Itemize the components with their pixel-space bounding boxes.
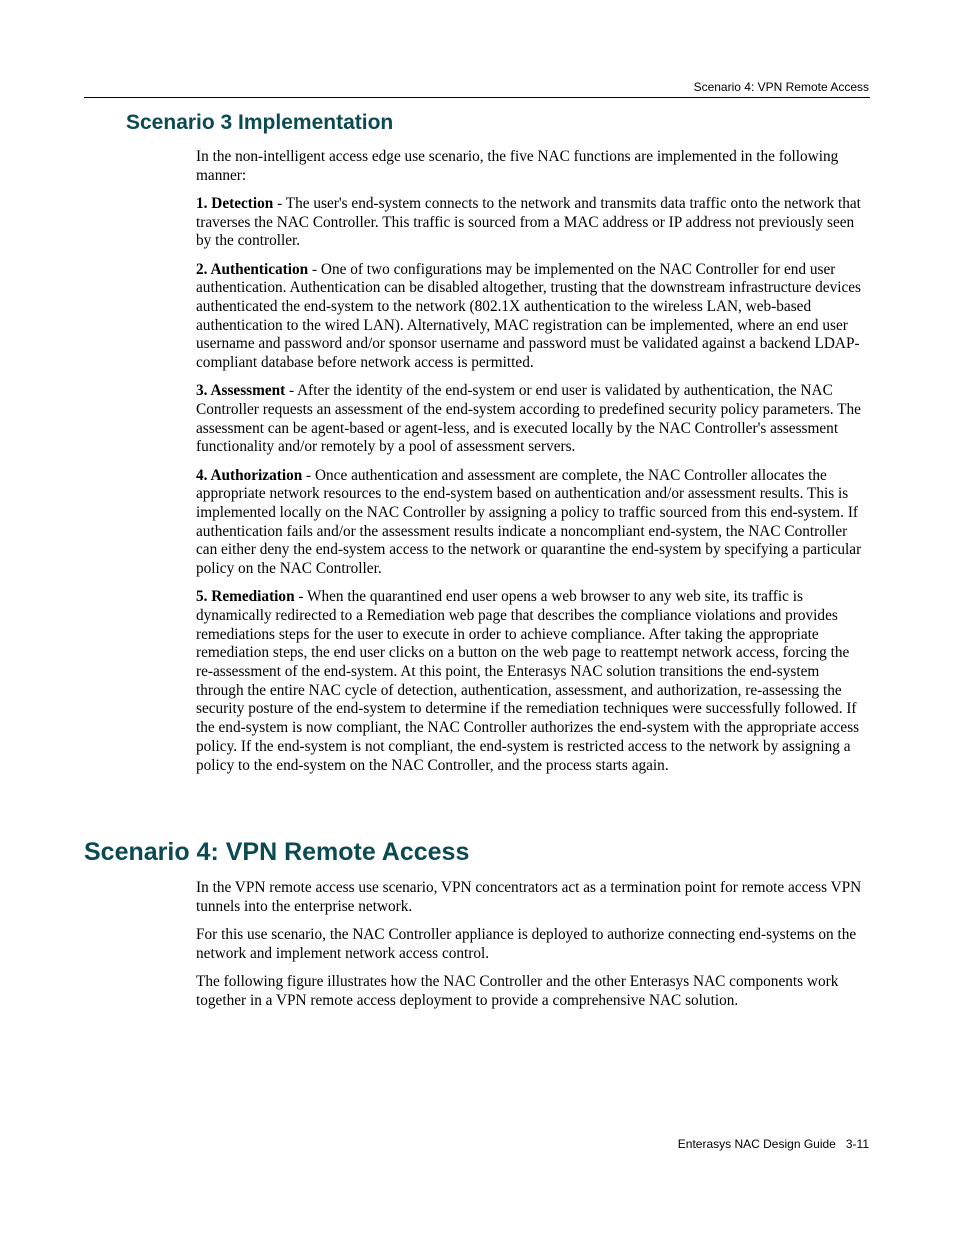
function-item-authentication — [196, 261, 870, 373]
section-4-body — [196, 879, 870, 1020]
section-4-paragraph: The following figure illustrates how the NAC Controller and the other Enterasys NAC components work together in a VPN remote access deployment to provide a comprehensive NAC solution. — [196, 972, 839, 1009]
section-4-paragraph: For this use scenario, the NAC Controller appliance is deployed to authorize connecting end-systems on the network and implement network access control. — [196, 925, 857, 962]
running-header: Scenario 4: VPN Remote Access — [693, 80, 869, 94]
item-label: 2. Authentication — [196, 260, 309, 278]
item-text: - Once authentication and assessment are complete, the NAC Controller allocates the appropriate network resources to the end-system based on authentication and/or assessment results. This is implemented locally on the NAC Controller by assigning a policy to traffic sourced from this end-system. If authentication fails and/or the assessment results indicate a noncompliant end-system, the NAC Controller can either deny the end-system access to the network or quarantine the end-system by specifying a particular policy on the NAC Controller. — [196, 466, 862, 578]
header-rule — [84, 97, 870, 98]
section-4-paragraph: In the VPN remote access use scenario, VPN concentrators act as a termination point for remote access VPN tunnels into the enterprise network. — [196, 879, 862, 915]
section-heading-scenario-4: Scenario 4: VPN Remote Access — [84, 838, 470, 866]
function-item-remediation — [196, 588, 870, 775]
function-item-detection — [196, 195, 870, 251]
section-3-intro: In the non-intelligent access edge use scenario, the five NAC functions are implemented in the following manner: — [196, 148, 839, 184]
item-label: 5. Remediation — [196, 588, 295, 606]
item-text: - One of two configurations may be implemented on the NAC Controller for end user authentication. Authentication can be disabled altogether, trusting that the downstream infrastructure devices authenticated the end-system to the network (802.1X authentication to the wireless LAN, web-based authentication to the wired LAN). Alternatively, MAC registration can be implemented, where an end user username and password and/or sponsor username and password must be validated against a backend LDAP-compliant database before network access is permitted. — [196, 260, 862, 372]
item-text: - The user's end-system connects to the network and transmits data traffic onto the network that traverses the NAC Controller. This traffic is sourced from a MAC address or IP address not previously seen by the controller. — [196, 194, 861, 250]
item-label: 3. Assessment — [196, 382, 286, 400]
item-label: 4. Authorization — [196, 466, 303, 484]
function-item-assessment — [196, 382, 870, 457]
footer-guide-title: Enterasys NAC Design Guide — [677, 1137, 836, 1151]
footer-page-number: 3-11 — [845, 1137, 869, 1151]
section-3-body — [196, 148, 870, 785]
page-footer — [678, 1137, 869, 1151]
section-heading-scenario-3: Scenario 3 Implementation — [126, 111, 394, 134]
function-item-authorization — [196, 467, 870, 579]
item-label: 1. Detection — [196, 194, 274, 212]
item-text: - After the identity of the end-system or end user is validated by authentication, the NAC Controller requests an assessment of the end-system according to predefined security policy parameters. The assessment can be agent-based or agent-less, and is executed locally by the NAC Controller's assessment functionality and/or remotely by a pool of assessment servers. — [196, 382, 861, 456]
item-text: - When the quarantined end user opens a web browser to any web site, its traffic is dynamically redirected to a Remediation web page that describes the compliance violations and provides remediations steps for the user to execute in order to achieve compliance. After taking the appropriate remediation steps, the end user clicks on a button on the web page to reattempt network access, forcing the re-assessment of the end-system. At this point, the Enterasys NAC solution transitions the end-system through the entire NAC cycle of detection, authentication, assessment, and authorization, re-assessing the security posture of the end-system to determine if the remediation techniques were successfully followed. If the end-system is now compliant, the NAC Controller authorizes the end-system with the appropriate access policy. If the end-system is not compliant, the end-system is restricted access to the network by assigning a policy to the end-system on the NAC Controller, and the process starts again. — [196, 588, 860, 774]
